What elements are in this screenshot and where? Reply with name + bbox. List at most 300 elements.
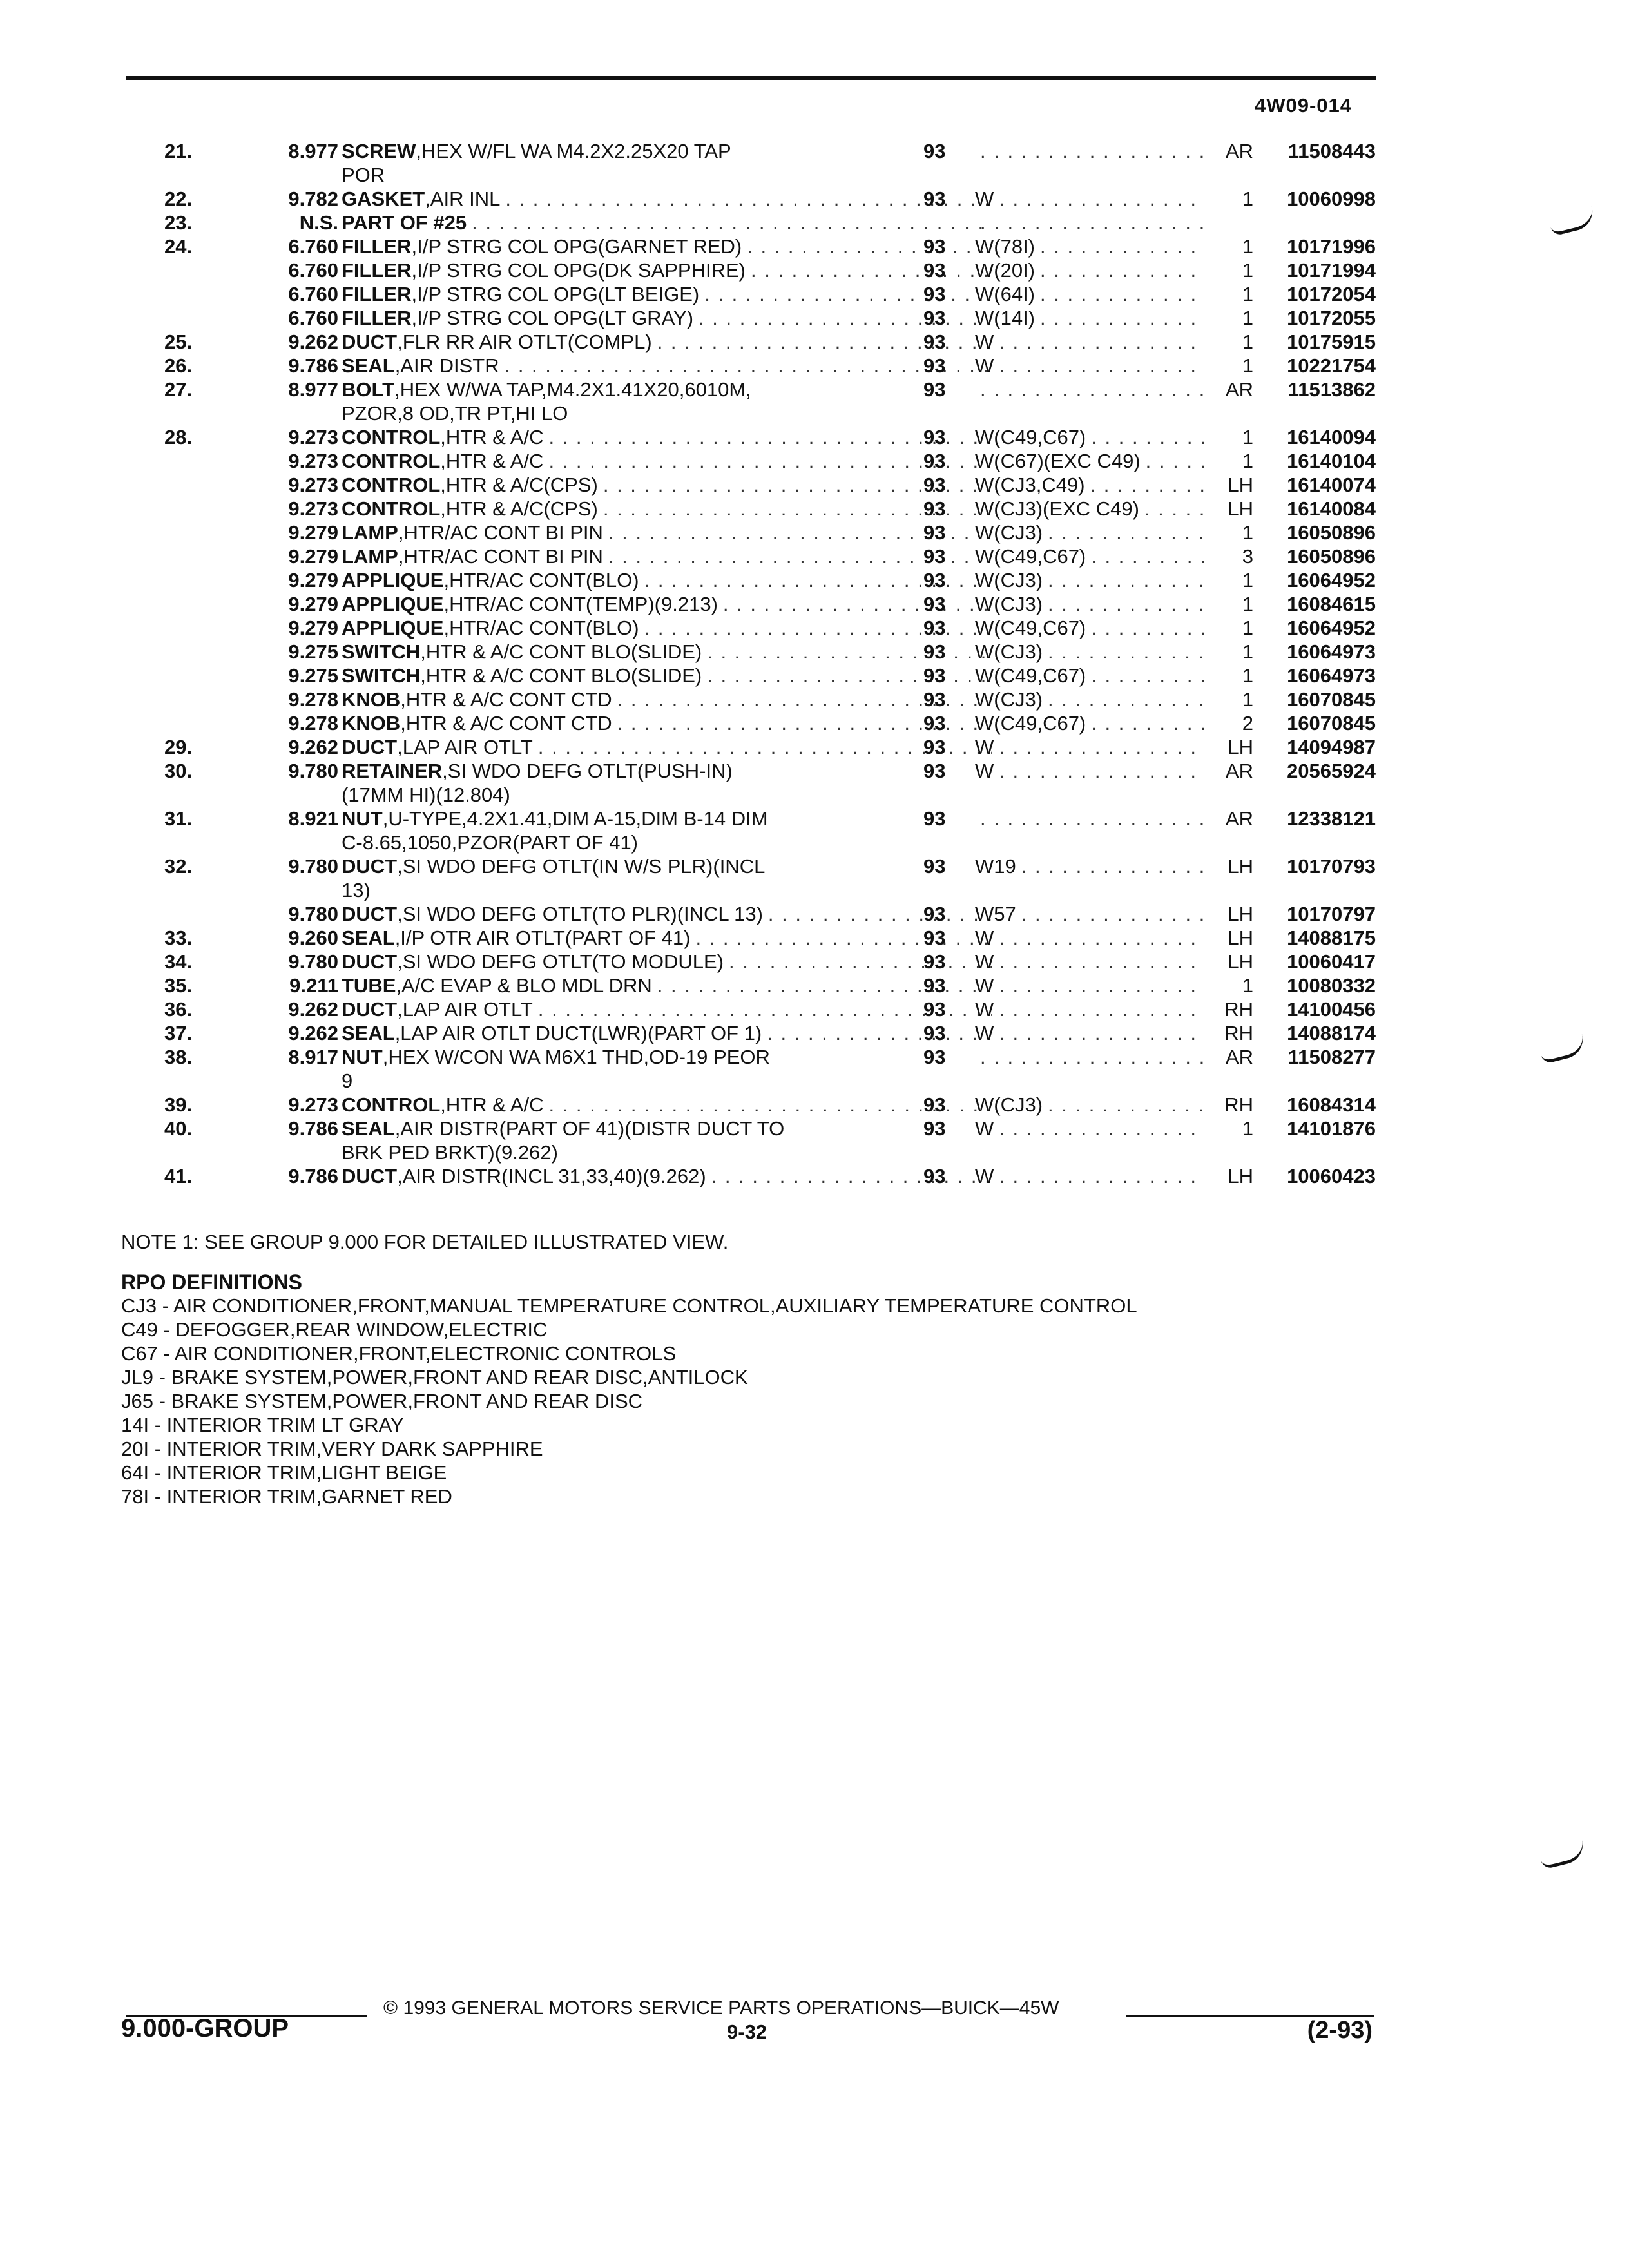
model-usage <box>975 759 1204 783</box>
part-detail-cont: 9 <box>342 1070 353 1092</box>
part-number: 14101876 <box>1287 1117 1376 1140</box>
group-number: 9.275 <box>288 664 338 687</box>
model-code: W <box>975 927 994 949</box>
dot-leader <box>1040 258 1204 282</box>
part-detail: ,AIR DISTR <box>394 354 499 377</box>
quantity: 1 <box>1242 974 1253 997</box>
model-year: 93 <box>923 950 946 973</box>
model-usage <box>975 1117 1204 1140</box>
group-number: 9.279 <box>288 521 338 544</box>
part-number: 10080332 <box>1287 974 1376 997</box>
item-number: 26. <box>164 354 193 377</box>
group-number: 9.780 <box>288 760 338 782</box>
part-number: 16140094 <box>1287 426 1376 448</box>
part-name: NUT <box>342 1046 383 1068</box>
model-code: W <box>975 1117 994 1140</box>
part-description <box>342 902 992 926</box>
dot-leader <box>1091 544 1204 568</box>
part-number: 16050896 <box>1287 521 1376 544</box>
group-number: 9.786 <box>288 354 338 377</box>
item-number: 31. <box>164 807 193 830</box>
dot-leader <box>980 378 1204 401</box>
group-number: 6.760 <box>288 259 338 282</box>
part-detail-cont: BRK PED BRKT)(9.262) <box>342 1141 558 1164</box>
quantity: 1 <box>1242 640 1253 663</box>
dot-leader <box>980 139 1204 163</box>
part-name: DUCT <box>342 331 398 353</box>
group-number: 9.786 <box>288 1165 338 1187</box>
part-detail: ,LAP AIR OTLT <box>397 998 533 1021</box>
rpo-item: JL9 - BRAKE SYSTEM,POWER,FRONT AND REAR DISC,ANTILOCK <box>121 1366 748 1389</box>
model-usage <box>975 544 1204 568</box>
group-number: 8.921 <box>288 807 338 830</box>
model-usage <box>975 687 1204 711</box>
table-row <box>126 306 1379 330</box>
quantity: 1 <box>1242 593 1253 615</box>
part-name: CONTROL <box>342 1093 441 1116</box>
part-number: 10172055 <box>1287 307 1376 329</box>
rpo-item: 78I - INTERIOR TRIM,GARNET RED <box>121 1485 452 1508</box>
part-name: SCREW <box>342 140 416 162</box>
part-number: 16140084 <box>1287 497 1376 520</box>
table-row <box>126 711 1379 735</box>
model-usage <box>975 1021 1204 1045</box>
part-number: 11508277 <box>1287 1046 1376 1068</box>
rpo-item: C49 - DEFOGGER,REAR WINDOW,ELECTRIC <box>121 1318 548 1341</box>
model-year: 93 <box>923 736 946 758</box>
model-code: W(C49,C67) <box>975 617 1086 639</box>
part-number: 10060423 <box>1287 1165 1376 1187</box>
model-year: 93 <box>923 1022 946 1044</box>
part-number: 11513862 <box>1287 378 1376 401</box>
date-code: (2-93) <box>1307 2017 1373 2044</box>
group-number: 9.279 <box>288 617 338 639</box>
model-year: 93 <box>923 307 946 329</box>
model-code: W19 <box>975 855 1016 878</box>
dot-leader <box>505 354 992 378</box>
model-code: W(C49,C67) <box>975 426 1086 448</box>
part-detail: ,AIR INL <box>425 187 501 210</box>
part-number: 10172054 <box>1287 283 1376 305</box>
table-row <box>126 1045 1379 1093</box>
group-number: 9.278 <box>288 712 338 735</box>
quantity: LH <box>1228 1165 1253 1187</box>
dot-leader <box>1091 664 1204 687</box>
dot-leader <box>999 759 1204 783</box>
item-number: 33. <box>164 927 193 949</box>
model-code: W(CJ3) <box>975 569 1043 591</box>
item-number: 27. <box>164 378 193 401</box>
group-number: 6.760 <box>288 283 338 305</box>
model-year: 93 <box>923 283 946 305</box>
table-row <box>126 1093 1379 1117</box>
quantity: 1 <box>1242 1117 1253 1140</box>
model-year: 93 <box>923 1046 946 1068</box>
part-detail: ,I/P STRG COL OPG(GARNET RED) <box>411 235 742 258</box>
model-year: 93 <box>923 760 946 782</box>
table-row <box>126 687 1379 711</box>
model-usage <box>975 139 1204 163</box>
model-code: W <box>975 1165 994 1187</box>
group-number: 9.262 <box>288 1022 338 1044</box>
model-year: 93 <box>923 545 946 568</box>
page-code: 4W09-014 <box>1254 94 1352 117</box>
model-usage <box>975 1045 1204 1069</box>
model-code: W(CJ3) <box>975 640 1043 663</box>
quantity: 1 <box>1242 688 1253 711</box>
group-number: 9.279 <box>288 545 338 568</box>
model-code: W(CJ3,C49) <box>975 474 1085 496</box>
model-year: 93 <box>923 855 946 878</box>
table-row <box>126 568 1379 592</box>
group-number: 9.780 <box>288 903 338 925</box>
group-number: 9.273 <box>288 426 338 448</box>
quantity: 1 <box>1242 664 1253 687</box>
item-number: 40. <box>164 1117 193 1140</box>
part-name: LAMP <box>342 545 398 568</box>
model-usage <box>975 902 1204 926</box>
dot-leader <box>1040 235 1204 258</box>
part-description <box>342 640 992 664</box>
group-number: 8.977 <box>288 378 338 401</box>
dot-leader <box>1091 425 1204 449</box>
rpo-item: C67 - AIR CONDITIONER,FRONT,ELECTRONIC CONTROLS <box>121 1342 677 1365</box>
part-description <box>342 735 992 759</box>
rpo-item: CJ3 - AIR CONDITIONER,FRONT,MANUAL TEMPERATURE CONTROL,AUXILIARY TEMPERATURE CONTROL <box>121 1294 1137 1317</box>
model-code: W(CJ3) <box>975 593 1043 615</box>
table-row <box>126 926 1379 950</box>
table-row <box>126 187 1379 211</box>
rpo-item: 64I - INTERIOR TRIM,LIGHT BEIGE <box>121 1461 447 1484</box>
part-number: 16064952 <box>1287 569 1376 591</box>
part-description <box>342 187 992 211</box>
model-code: W <box>975 950 994 973</box>
part-name: DUCT <box>342 855 398 878</box>
quantity: LH <box>1228 903 1253 925</box>
dot-leader <box>1048 640 1204 664</box>
part-description <box>342 282 992 306</box>
part-number: 10170797 <box>1287 903 1376 925</box>
part-description <box>342 759 992 807</box>
part-name: CONTROL <box>342 450 441 472</box>
table-row <box>126 449 1379 473</box>
model-year: 93 <box>923 712 946 735</box>
part-detail: ,HEX W/CON WA M6X1 THD,OD-19 PEOR <box>382 1046 770 1068</box>
quantity: RH <box>1224 1022 1253 1044</box>
dot-leader <box>999 1021 1204 1045</box>
part-name: NUT <box>342 807 383 830</box>
table-row <box>126 473 1379 497</box>
part-detail: ,HEX W/FL WA M4.2X2.25X20 TAP <box>416 140 731 162</box>
part-number: 14088175 <box>1287 927 1376 949</box>
group-number: 9.279 <box>288 569 338 591</box>
model-code: W <box>975 998 994 1021</box>
part-name: BOLT <box>342 378 395 401</box>
quantity: LH <box>1228 497 1253 520</box>
model-usage <box>975 425 1204 449</box>
part-number: 14100456 <box>1287 998 1376 1021</box>
table-row <box>126 735 1379 759</box>
table-row <box>126 139 1379 187</box>
part-description <box>342 807 992 854</box>
part-description <box>342 473 992 497</box>
rpo-item: 14I - INTERIOR TRIM LT GRAY <box>121 1414 404 1436</box>
model-code: W(14I) <box>975 307 1035 329</box>
quantity: LH <box>1228 474 1253 496</box>
part-detail: ,HTR/AC CONT(BLO) <box>443 617 639 639</box>
quantity: LH <box>1228 927 1253 949</box>
part-description <box>342 235 992 258</box>
dot-leader <box>1048 568 1204 592</box>
group-number: 9.279 <box>288 593 338 615</box>
part-number: 10175915 <box>1287 331 1376 353</box>
group-number: 6.760 <box>288 307 338 329</box>
part-description <box>342 926 992 950</box>
table-row <box>126 544 1379 568</box>
part-name: DUCT <box>342 736 398 758</box>
part-name: SEAL <box>342 1022 395 1044</box>
quantity: 1 <box>1242 259 1253 282</box>
table-row <box>126 282 1379 306</box>
part-detail: ,HTR & A/C CONT CTD <box>400 688 612 711</box>
part-detail: ,AIR DISTR(INCL 31,33,40)(9.262) <box>397 1165 706 1187</box>
model-usage <box>975 521 1204 544</box>
part-name: APPLIQUE <box>342 593 444 615</box>
item-number: 41. <box>164 1165 193 1187</box>
part-description <box>342 139 992 187</box>
part-description <box>342 616 992 640</box>
item-number: 30. <box>164 760 193 782</box>
part-detail: ,AIR DISTR(PART OF 41)(DISTR DUCT TO <box>394 1117 785 1140</box>
part-description <box>342 521 992 544</box>
part-description <box>342 378 992 425</box>
model-year: 93 <box>923 259 946 282</box>
model-code: W(78I) <box>975 235 1035 258</box>
table-row <box>126 258 1379 282</box>
model-year: 93 <box>923 640 946 663</box>
part-detail: ,HTR & A/C(CPS) <box>440 474 598 496</box>
model-year: 93 <box>923 1093 946 1116</box>
part-name: SEAL <box>342 1117 395 1140</box>
part-description <box>342 1164 992 1188</box>
part-name: CONTROL <box>342 426 441 448</box>
model-usage <box>975 854 1204 878</box>
model-year: 93 <box>923 426 946 448</box>
model-code: W(CJ3)(EXC C49) <box>975 497 1139 520</box>
model-usage <box>975 926 1204 950</box>
table-row <box>126 1021 1379 1045</box>
group-number: 9.273 <box>288 497 338 520</box>
part-detail: ,HTR & A/C CONT BLO(SLIDE) <box>420 640 702 663</box>
quantity: AR <box>1225 378 1253 401</box>
rpo-item: 20I - INTERIOR TRIM,VERY DARK SAPPHIRE <box>121 1437 543 1460</box>
model-year: 93 <box>923 593 946 615</box>
part-description <box>342 1045 992 1093</box>
model-year: 93 <box>923 235 946 258</box>
model-year: 93 <box>923 688 946 711</box>
part-number: 12338121 <box>1287 807 1376 830</box>
part-detail: ,SI WDO DEFG OTLT(PUSH-IN) <box>442 760 733 782</box>
group-number: 9.780 <box>288 855 338 878</box>
model-usage <box>975 711 1204 735</box>
model-usage <box>975 640 1204 664</box>
part-number: 16064952 <box>1287 617 1376 639</box>
quantity: 2 <box>1242 712 1253 735</box>
part-description <box>342 974 992 997</box>
table-row <box>126 330 1379 354</box>
model-usage <box>975 592 1204 616</box>
part-name: GASKET <box>342 187 425 210</box>
part-detail: ,A/C EVAP & BLO MDL DRN <box>396 974 652 997</box>
quantity: 1 <box>1242 307 1253 329</box>
item-number: 35. <box>164 974 193 997</box>
model-code: W <box>975 331 994 353</box>
part-detail-cont: 13) <box>342 879 371 901</box>
model-usage <box>975 1164 1204 1188</box>
table-row <box>126 997 1379 1021</box>
model-year: 93 <box>923 903 946 925</box>
model-usage <box>975 306 1204 330</box>
model-year: 93 <box>923 569 946 591</box>
part-detail: ,HTR/AC CONT BI PIN <box>398 521 603 544</box>
part-detail: ,HTR & A/C <box>440 450 544 472</box>
part-number: 16070845 <box>1287 688 1376 711</box>
table-row <box>126 640 1379 664</box>
part-name: FILLER <box>342 283 412 305</box>
table-row <box>126 592 1379 616</box>
part-description <box>342 997 992 1021</box>
dot-leader <box>1048 521 1204 544</box>
part-name: FILLER <box>342 307 412 329</box>
part-detail: ,LAP AIR OTLT <box>397 736 533 758</box>
quantity: 3 <box>1242 545 1253 568</box>
model-code: W <box>975 187 994 210</box>
model-usage <box>975 616 1204 640</box>
part-description <box>342 568 992 592</box>
table-row <box>126 235 1379 258</box>
part-number: 10221754 <box>1287 354 1376 377</box>
table-row <box>126 616 1379 640</box>
table-row <box>126 211 1379 235</box>
dot-leader <box>1048 1093 1204 1117</box>
part-name: SWITCH <box>342 664 421 687</box>
note-text: NOTE 1: SEE GROUP 9.000 FOR DETAILED ILLUSTRATED VIEW. <box>121 1231 729 1253</box>
part-description <box>342 687 992 711</box>
item-number: 23. <box>164 211 193 234</box>
dot-leader <box>505 187 992 211</box>
part-description <box>342 592 992 616</box>
part-detail-cont: C-8.65,1050,PZOR(PART OF 41) <box>342 831 639 854</box>
part-name: CONTROL <box>342 474 441 496</box>
model-year: 93 <box>923 974 946 997</box>
model-code: W(CJ3) <box>975 521 1043 544</box>
part-detail: ,HTR & A/C <box>440 426 544 448</box>
part-detail: ,HEX W/WA TAP,M4.2X1.41X20,6010M, <box>394 378 751 401</box>
model-usage <box>975 211 1204 235</box>
model-year: 93 <box>923 998 946 1021</box>
group-number: 9.782 <box>288 187 338 210</box>
model-usage <box>975 282 1204 306</box>
model-usage <box>975 449 1204 473</box>
dot-leader <box>999 735 1204 759</box>
part-description <box>342 711 992 735</box>
part-detail: ,LAP AIR OTLT DUCT(LWR)(PART OF 1) <box>394 1022 762 1044</box>
part-detail: ,I/P STRG COL OPG(LT GRAY) <box>411 307 694 329</box>
dot-leader <box>1040 282 1204 306</box>
quantity: LH <box>1228 855 1253 878</box>
model-usage <box>975 807 1204 831</box>
item-number: 22. <box>164 187 193 210</box>
table-row <box>126 1117 1379 1164</box>
part-detail: ,I/P STRG COL OPG(DK SAPPHIRE) <box>411 259 746 282</box>
quantity: AR <box>1225 807 1253 830</box>
model-usage <box>975 735 1204 759</box>
item-number: 21. <box>164 140 193 162</box>
part-description <box>342 306 992 330</box>
dot-leader <box>999 974 1204 997</box>
item-number: 24. <box>164 235 193 258</box>
dot-leader <box>999 1164 1204 1188</box>
model-usage <box>975 235 1204 258</box>
model-code: W(C49,C67) <box>975 712 1086 735</box>
model-year: 93 <box>923 521 946 544</box>
model-code: W <box>975 354 994 377</box>
part-detail: ,HTR/AC CONT BI PIN <box>398 545 603 568</box>
rpo-title: RPO DEFINITIONS <box>121 1271 302 1294</box>
part-detail: ,HTR & A/C CONT CTD <box>400 712 612 735</box>
item-number: 36. <box>164 998 193 1021</box>
part-number: 11508443 <box>1287 140 1376 162</box>
part-detail: ,HTR/AC CONT(BLO) <box>443 569 639 591</box>
model-usage <box>975 568 1204 592</box>
part-number: 16084615 <box>1287 593 1376 615</box>
model-year: 93 <box>923 187 946 210</box>
model-code: W(64I) <box>975 283 1035 305</box>
item-number: 25. <box>164 331 193 353</box>
part-number: 16064973 <box>1287 640 1376 663</box>
group-number: 9.262 <box>288 331 338 353</box>
group-number: 9.786 <box>288 1117 338 1140</box>
model-year: 93 <box>923 664 946 687</box>
part-name: DUCT <box>342 950 398 973</box>
part-name: FILLER <box>342 259 412 282</box>
quantity: AR <box>1225 1046 1253 1068</box>
part-name: LAMP <box>342 521 398 544</box>
quantity: 1 <box>1242 187 1253 210</box>
part-description <box>342 1021 992 1045</box>
model-usage <box>975 997 1204 1021</box>
group-number: 8.977 <box>288 140 338 162</box>
quantity: 1 <box>1242 331 1253 353</box>
model-usage <box>975 258 1204 282</box>
part-name: APPLIQUE <box>342 569 444 591</box>
part-detail-cont: (17MM HI)(12.804) <box>342 783 510 806</box>
part-name: SEAL <box>342 354 395 377</box>
dot-leader <box>1040 306 1204 330</box>
check-mark-icon <box>1548 206 1596 236</box>
part-name: DUCT <box>342 903 398 925</box>
part-number: 10171996 <box>1287 235 1376 258</box>
part-number: 10060998 <box>1287 187 1376 210</box>
part-name: SWITCH <box>342 640 421 663</box>
part-name: CONTROL <box>342 497 441 520</box>
part-number: 10171994 <box>1287 259 1376 282</box>
dot-leader <box>999 950 1204 974</box>
model-usage <box>975 473 1204 497</box>
model-year: 93 <box>923 807 946 830</box>
item-number: 37. <box>164 1022 193 1044</box>
part-name: KNOB <box>342 712 401 735</box>
